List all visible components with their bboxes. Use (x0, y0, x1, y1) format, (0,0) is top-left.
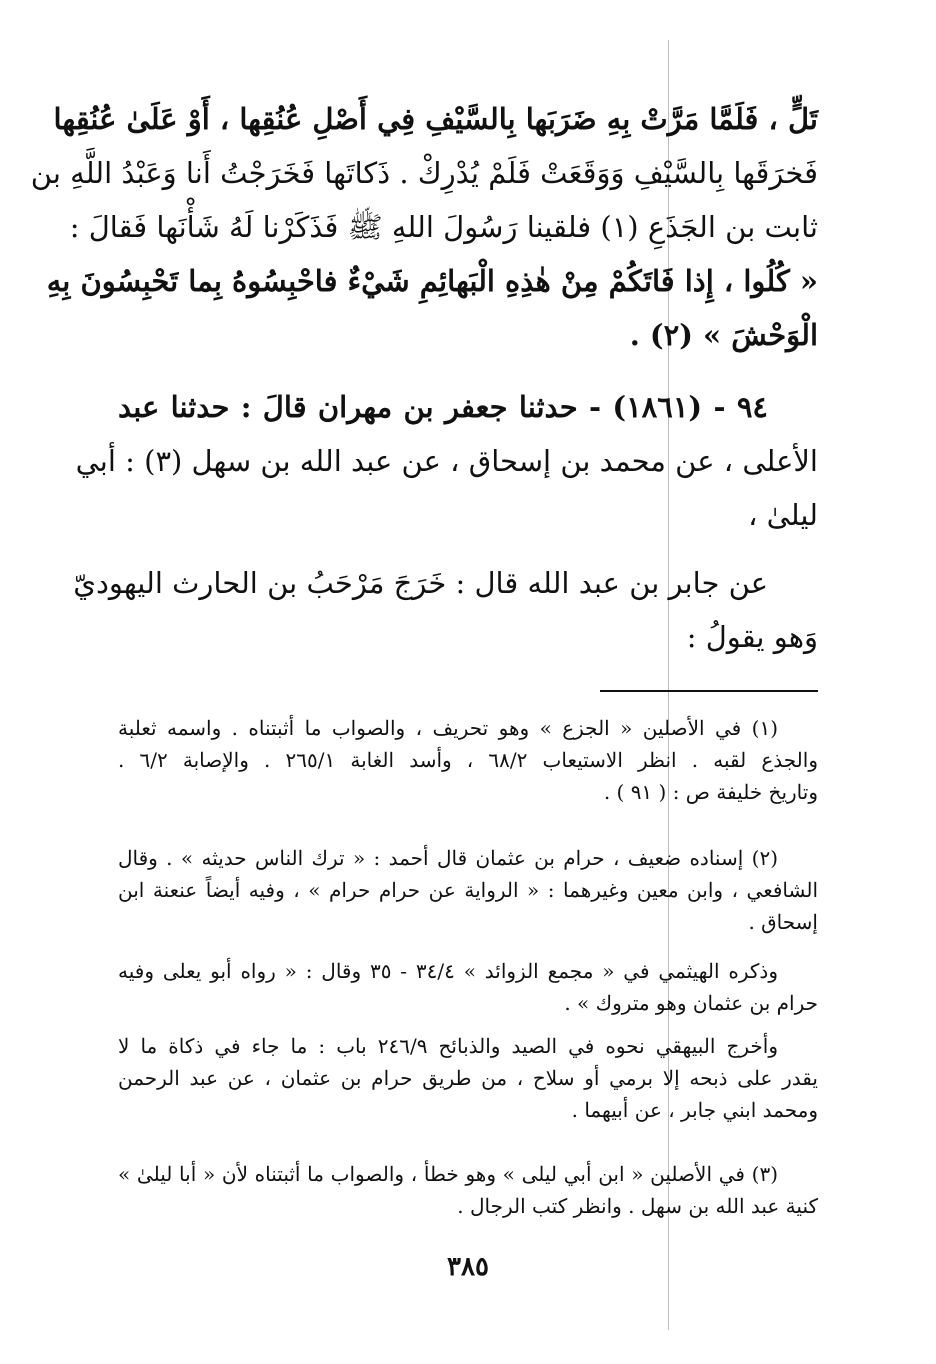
text-line: تَلٍّ ، فَلَمَّا مَرَّتْ بِهِ ضَرَبَها بِالسَّيْفِ فِي أَصْلِ عُنُقِها ، أَوْ عَلَىٰ عُنُقِها (53, 102, 818, 136)
footnote-line: (١) في الأصلين « الجزع » وهو تحريف ، والصواب ما أثبتناه . واسمه ثعلبة (118, 716, 778, 740)
text-line: الأعلى ، عن محمد بن إسحاق ، عن عبد الله بن سهل (٣) : أبي (75, 444, 818, 478)
footnote-line: الشافعي ، وابن معين وغيرهما : « الرواية عن حرام حرام » ، وفيه أيضاً عنعنة ابن (118, 878, 818, 902)
main-paragraph-3 (73, 556, 818, 664)
footnote-2-takhrij (118, 1030, 818, 1126)
footnote-1 (118, 712, 818, 808)
footnote-line: (٣) في الأصلين « ابن أبي ليلى » وهو خطأ ، والصواب ما أثبتناه لأن « أبا ليلىٰ » (118, 1162, 778, 1186)
footnote-line: حرام بن عثمان وهو متروك » . (564, 991, 818, 1015)
footnote-line: ومحمد ابني جابر ، عن أبيهما . (571, 1098, 818, 1122)
footnote-line: إسحاق . (748, 910, 818, 934)
footnote-line: كنية عبد الله بن سهل . وانظر كتب الرجال . (457, 1194, 818, 1218)
text-line: فَخرَقَها بِالسَّيْفِ وَوَقَعَتْ فَلَمْ يُدْرِكْ . ذَكاتَها فَخَرَجْتُ أَنا وَعَبْدُ اللَّهِ بن (30, 156, 818, 190)
footnote-line: وذكره الهيثمي في « مجمع الزوائد » ٣٤/٤ - ٣٥ وقال : « رواه أبو يعلى وفيه (118, 959, 778, 983)
footnote-line: وتاريخ خليفة ص : ( ٩١ ) . (603, 780, 818, 804)
text-line: عن جابر بن عبد الله قال : خَرَجَ مَرْحَبُ بن الحارث اليهوديّ (73, 566, 768, 600)
footnote-line: والجذع لقبه . انظر الاستيعاب ٦٨/٢ ، وأسد الغابة ٢٦٥/١ . والإصابة ٦/٢ . (118, 748, 818, 772)
footnote-line: (٢) إسناده ضعيف ، حرام بن عثمان قال أحمد : « ترك الناس حديثه » . وقال (118, 846, 778, 870)
footnote-2-continued (118, 955, 818, 1019)
footnote-line: يقدر على ذبحه إلا برمي أو سلاح ، من طريق حرام بن عثمان ، عن عبد الرحمن (118, 1066, 818, 1090)
footnote-3 (118, 1158, 818, 1222)
main-paragraph-2 (75, 380, 818, 542)
main-paragraph-1 (30, 92, 818, 362)
footnote-2 (118, 842, 818, 938)
footnote-line: وأخرج البيهقي نحوه في الصيد والذبائح ٢٤٦/٩ باب : ما جاء في ذكاة ما لا (118, 1034, 778, 1058)
text-line: الْوَحْشَ » (٢) . (629, 318, 818, 352)
footnote-separator (600, 690, 818, 692)
text-line: ليلىٰ ، (748, 498, 818, 532)
text-line: ٩٤ - (١٨٦١) - حدثنا جعفر بن مهران قالَ : حدثنا عبد (118, 390, 768, 424)
page-number: ٣٨٥ (447, 1252, 489, 1282)
text-line: وَهو يقولُ : (686, 620, 818, 654)
text-line: « كُلُوا ، إِذا فَاتَكُمْ مِنْ هٰذِهِ الْبَهائِمِ شَيْءٌ فاحْبِسُوهُ بِما تَحْبِسُونَ بِهِ (46, 264, 818, 298)
text-line: ثابت بن الجَذَعِ (١) فلقينا رَسُولَ اللهِ ﷺ فَذَكَرْنا لَهُ شَأْنَها فَقالَ : (69, 210, 818, 244)
